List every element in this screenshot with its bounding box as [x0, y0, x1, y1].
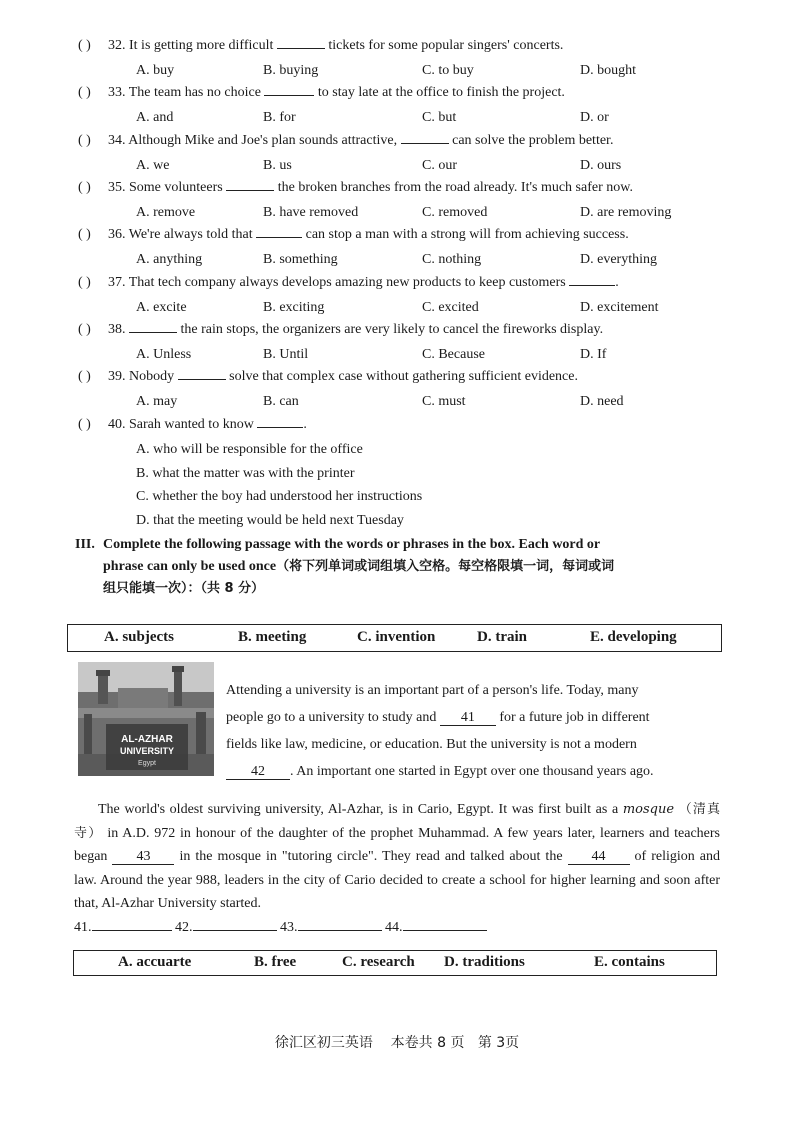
question-number: 39	[108, 369, 122, 384]
option-38-d[interactable]: D. If	[580, 347, 607, 362]
question-text-post: the broken branches from the road already. It's much safer now.	[274, 180, 633, 195]
word-box-1-option: D. train	[477, 629, 527, 645]
question-text-pre: Although Mike and Joe's plan sounds attractive,	[128, 133, 401, 148]
page-footer	[0, 1032, 794, 1052]
answer-label-43: 43.	[280, 920, 298, 935]
question-text-pre: That tech company always develops amazing new products to keep customers	[128, 275, 570, 290]
option-32-c[interactable]: C. to buy	[422, 63, 474, 78]
answer-blank-42[interactable]	[193, 930, 277, 931]
word-box-2-option: C. research	[342, 954, 415, 970]
option-35-d[interactable]: D. are removing	[580, 205, 672, 220]
blank-41[interactable]: 41	[440, 710, 496, 726]
section-line-2-en: phrase can only be used once	[103, 559, 277, 574]
option-33-b[interactable]: B. for	[263, 110, 296, 125]
para2-sentence-1: The world's oldest surviving university, Al-Azhar, is in Cario, Egypt. It was first built as a	[98, 802, 623, 817]
para2-sentence-4: of religion and law. Around the year 988, leaders in the city of Cario decided to create a school for higher learning and soon after that, Al-Azhar University started.	[74, 849, 720, 911]
section-line-2-cn: （将下列单词或词组填入空格。每空格限填一词，每词或词	[276, 559, 615, 574]
answer-blank-43[interactable]	[298, 930, 382, 931]
question-38: ( ) 38. the rain stops, the organizers are very likely to cancel the fireworks display.	[78, 322, 604, 337]
answer-blank[interactable]	[264, 95, 314, 96]
question-number: 36	[108, 227, 122, 242]
section-3-instructions	[75, 534, 725, 600]
al-azhar-photo-image	[78, 662, 214, 776]
option-33-a[interactable]: A. and	[136, 110, 174, 125]
word-box-2-option: B. free	[254, 954, 297, 970]
question-text-post: .	[303, 417, 307, 432]
question-number: 33	[108, 85, 122, 100]
question-36: ( ) 36. We're always told that can stop a man with a strong will from achieving success.	[78, 227, 629, 242]
para1-line-2b: for a future job in different	[495, 710, 650, 725]
answer-blank[interactable]	[129, 332, 177, 333]
answer-blank-44[interactable]	[403, 930, 487, 931]
option-35-a[interactable]: A. remove	[136, 205, 196, 220]
passage-paragraph-2	[74, 798, 720, 916]
section-line-1: Complete the following passage with the words or phrases in the box. Each word or	[103, 537, 601, 552]
option-32-b[interactable]: B. buying	[263, 63, 319, 78]
answer-paren[interactable]: ( )	[78, 133, 91, 148]
option-38-c[interactable]: C. Because	[422, 347, 485, 362]
option-38-b[interactable]: B. Until	[263, 347, 309, 362]
answer-blank[interactable]	[569, 285, 615, 286]
option-34-b[interactable]: B. us	[263, 158, 292, 173]
answer-paren[interactable]: ( )	[78, 275, 91, 290]
answer-paren[interactable]: ( )	[78, 417, 91, 432]
question-text-pre: The team has no choice	[128, 85, 265, 100]
option-37-d[interactable]: D. excitement	[580, 300, 659, 315]
option-36-c[interactable]: C. nothing	[422, 252, 482, 267]
option-35-b[interactable]: B. have removed	[263, 205, 359, 220]
question-number: 40	[108, 417, 122, 432]
question-text-pre: Nobody	[129, 369, 178, 384]
section-number: III.	[75, 537, 95, 552]
question-text-post: to stay late at the office to finish the project.	[314, 85, 565, 100]
option-36-a[interactable]: A. anything	[136, 252, 203, 267]
option-35-c[interactable]: C. removed	[422, 205, 488, 220]
option-32-a[interactable]: A. buy	[136, 63, 175, 78]
question-39: ( ) 39. Nobody solve that complex case without gathering sufficient evidence.	[78, 369, 578, 384]
question-number: 37	[108, 275, 122, 290]
option-34-c[interactable]: C. our	[422, 158, 457, 173]
answer-blank[interactable]	[257, 427, 303, 428]
question-text-post: tickets for some popular singers' concerts.	[324, 38, 564, 53]
option-40-b[interactable]: B. what the matter was with the printer	[136, 466, 355, 481]
answer-blank[interactable]	[178, 379, 226, 380]
para1-line-4b: . An important one started in Egypt over one thousand years ago.	[290, 764, 654, 779]
answer-blank[interactable]	[226, 190, 274, 191]
para2-cn-gloss: （清真寺）	[74, 802, 720, 841]
answer-line	[74, 920, 487, 936]
word-box-2-option: D. traditions	[444, 954, 525, 970]
answer-blank-41[interactable]	[92, 930, 172, 931]
blank-43[interactable]: 43	[112, 849, 174, 865]
answer-paren[interactable]: ( )	[78, 369, 91, 384]
question-text-post: solve that complex case without gathering sufficient evidence.	[225, 369, 578, 384]
photo-caption-line-1: AL-AZHAR	[121, 734, 173, 745]
answer-label-41: 41.	[74, 920, 92, 935]
option-39-d[interactable]: D. need	[580, 394, 624, 409]
question-32: ( ) 32. It is getting more difficult tickets for some popular singers' concerts.	[78, 38, 564, 53]
photo-caption-line-3: Egypt	[138, 760, 156, 767]
answer-paren[interactable]: ( )	[78, 180, 91, 195]
question-number: 38	[108, 322, 122, 337]
option-40-c[interactable]: C. whether the boy had understood her instructions	[136, 489, 423, 504]
footer-school: 徐汇区初三英语	[274, 1035, 373, 1051]
question-number: 34	[108, 133, 122, 148]
footer-page-number: 第 3页	[477, 1035, 520, 1051]
option-37-a[interactable]: A. excite	[136, 300, 187, 315]
question-text-post: can stop a man with a strong will from achieving success.	[302, 227, 629, 242]
option-39-c[interactable]: C. must	[422, 394, 466, 409]
option-34-d[interactable]: D. ours	[580, 158, 622, 173]
question-text-post: the rain stops, the organizers are very likely to cancel the fireworks display.	[177, 322, 604, 337]
option-33-c[interactable]: C. but	[422, 110, 457, 125]
para1-line-1: Attending a university is an important part of a person's life. Today, many	[226, 683, 639, 698]
para2-sentence-2: in A.D. 972 in honour of the daughter of the prophet Muhammad. A few years later, learners and teachers began	[74, 825, 720, 864]
question-text-post: can solve the problem better.	[448, 133, 614, 148]
question-text-pre: We're always told that	[128, 227, 257, 242]
al-azhar-photo	[78, 662, 214, 776]
word-box-1-option: C. invention	[357, 629, 436, 645]
para1-line-2a: people go to a university to study and	[226, 710, 440, 725]
option-38-a[interactable]: A. Unless	[136, 347, 192, 362]
blank-42[interactable]: 42	[226, 764, 290, 780]
answer-blank[interactable]	[277, 48, 325, 49]
photo-caption-line-2: UNIVERSITY	[119, 746, 175, 756]
passage-paragraph-1	[226, 677, 722, 785]
answer-blank[interactable]	[401, 143, 449, 144]
option-34-a[interactable]: A. we	[136, 158, 170, 173]
question-33: ( ) 33. The team has no choice to stay late at the office to finish the project.	[78, 85, 565, 100]
answer-label-42: 42.	[175, 920, 193, 935]
para2-sentence-3: in the mosque in "tutoring circle". They read and talked about the	[174, 849, 568, 864]
section-line-3-cn: 组只能填一次）：（共 8 分）	[103, 581, 265, 596]
question-number: 35	[108, 180, 122, 195]
option-36-d[interactable]: D. everything	[580, 252, 657, 267]
word-box-2-option: E. contains	[594, 954, 665, 970]
question-number: 32	[108, 38, 122, 53]
question-text-pre: It is getting more difficult	[129, 38, 277, 53]
option-40-a[interactable]: A. who will be responsible for the office	[136, 442, 363, 457]
word-box-1-option: E. developing	[590, 629, 677, 645]
option-39-a[interactable]: A. may	[136, 394, 178, 409]
answer-label-44: 44.	[385, 920, 403, 935]
option-36-b[interactable]: B. something	[263, 252, 338, 267]
word-box-1-option: B. meeting	[238, 629, 307, 645]
word-box-2	[73, 950, 717, 976]
option-32-d[interactable]: D. bought	[580, 63, 636, 78]
para2-mosque: mosque	[622, 802, 675, 817]
option-33-d[interactable]: D. or	[580, 110, 609, 125]
answer-paren[interactable]: ( )	[78, 322, 91, 337]
question-text-pre: Some volunteers	[129, 180, 227, 195]
question-37: ( ) 37. That tech company always develops amazing new products to keep customers .	[78, 275, 619, 290]
option-37-b[interactable]: B. exciting	[263, 300, 325, 315]
answer-blank[interactable]	[256, 237, 302, 238]
option-37-c[interactable]: C. excited	[422, 300, 479, 315]
answer-paren[interactable]: ( )	[78, 227, 91, 242]
word-box-2-option: A. accuarte	[118, 954, 192, 970]
answer-paren[interactable]: ( )	[78, 38, 91, 53]
question-35: ( ) 35. Some volunteers the broken branches from the road already. It's much safer now.	[78, 180, 633, 195]
question-text-pre: Sarah wanted to know	[129, 417, 258, 432]
question-40: ( ) 40. Sarah wanted to know .	[78, 417, 307, 432]
para1-line-3: fields like law, medicine, or education. But the university is not a modern	[226, 737, 637, 752]
option-39-b[interactable]: B. can	[263, 394, 299, 409]
word-box-1	[67, 624, 722, 652]
question-text-post: .	[615, 275, 619, 290]
option-40-d[interactable]: D. that the meeting would be held next Tuesday	[136, 513, 404, 528]
blank-44[interactable]: 44	[568, 849, 630, 865]
question-34: ( ) 34. Although Mike and Joe's plan sounds attractive, can solve the problem better.	[78, 133, 614, 148]
footer-total-pages: 本卷共 8 页	[390, 1035, 465, 1051]
word-box-1-option: A. subjects	[104, 629, 174, 645]
answer-paren[interactable]: ( )	[78, 85, 91, 100]
